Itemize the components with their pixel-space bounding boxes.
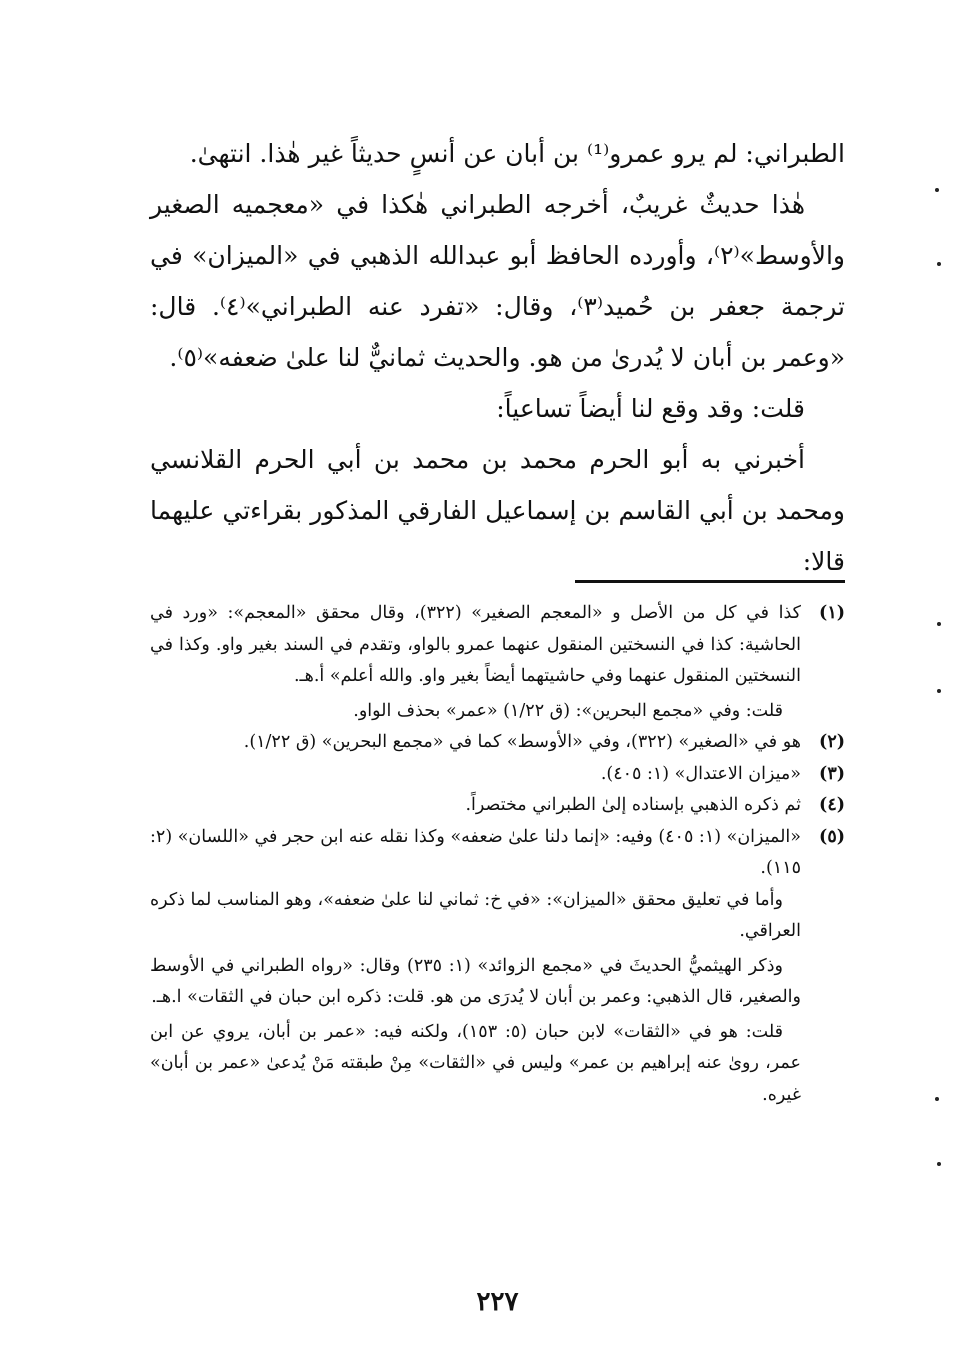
- footnote-text: قلت: وفي «مجمع البحرين»: (ق ١/٢٢) «عمر» بحذف الواو.: [353, 700, 783, 721]
- paragraph-note: قلت: وقد وقع لنا أيضاً تساعياً:: [496, 394, 805, 423]
- footnote-text: هو في «الصغير» (٣٢٢)، وفي «الأوسط» كما في «مجمع البحرين» (ق ١/٢٢).: [243, 732, 801, 752]
- footnote-text: «الميزان» (١: ٤٠٥) وفيه: «إنما دلنا علىٰ ضعفه» وكذا نقله عنه ابن حجر في «اللسان» (٢: ١١٥).: [150, 826, 801, 878]
- footnote-1: [150, 598, 845, 727]
- scan-speck: [935, 188, 939, 192]
- footnote-separator: [575, 580, 845, 583]
- footnote-text: وأما في تعليق محقق «الميزان»: «في خ: ثماني لنا علىٰ ضعفه»، وهو المناسب لما ذكره العراقي.: [150, 889, 801, 941]
- footnote-number: (٥): [819, 826, 845, 847]
- footnote-number: (٣): [819, 763, 845, 784]
- footnote-text: كذا في كل من الأصل و «المعجم الصغير» (٣٢٢)، وقال محقق «المعجم»: «ورد في الحاشية: كذا في النسختين المنقول عنهما عمرو بالواو، وتقدم في السند بغير واو. وكذا في النسختين المنقول عنهما وفي حاشيتهما أيضاً بغير واو. والله أعلم» أ.هـ.: [150, 603, 801, 686]
- paragraph-hadith-commentary: هٰذا حديثٌ غريبٌ، أخرجه الطبراني هٰكذا في «معجميه الصغير والأوسط»⁽٢⁾، وأورده الحافظ أبو عبدالله الذهبي في «الميزان» في ترجمة جعفر بن حُميد⁽٣⁾، وقال: «تفرد عنه الطبراني»⁽٤⁾. قال: «وعمر بن أبان لا يُدرىٰ من هو. والحديث ثمانيٌّ لنا علىٰ ضعفه»⁽٥⁾.: [150, 190, 845, 372]
- main-text: [150, 128, 845, 587]
- paragraph-continuation: الطبراني: لم يرو عمرو⁽¹⁾ بن أبان عن أنسٍ حديثاً غير هٰذا. انتهىٰ.: [189, 139, 845, 168]
- footnote-number: (١): [819, 603, 845, 623]
- footnote-text: قلت: هو في «الثقات» لابن حبان (٥: ١٥٣)، ولكنه فيه: «عمر بن أبان، يروي عن ابن عمر، روىٰ عنه إبراهيم بن عمر» وليس في «الثقات» مِنْ طبقته مَنْ يُدعىٰ «عمر بن أبان» غيره.: [150, 1021, 801, 1105]
- footnote-number: (٤): [819, 795, 845, 815]
- scan-speck: [937, 1162, 941, 1166]
- page-number: ٢٢٧: [476, 1287, 519, 1317]
- footnote-text: «ميزان الاعتدال» (١: ٤٠٥).: [600, 763, 801, 784]
- scan-speck: [937, 262, 941, 266]
- footnote-5: [150, 822, 845, 1112]
- footnote-2: [150, 727, 845, 759]
- scan-speck: [937, 622, 941, 626]
- footnote-text: وذكر الهيثميُّ الحديثَ في «مجمع الزوائد» (١: ٢٣٥) وقال: «رواه الطبراني في الأوسط والصغير، قال الذهبي: وعمر بن أبان لا يُدرَى من هو. قلت: ذكره ابن حبان في الثقات» ا.هـ.: [150, 955, 801, 1007]
- scan-speck: [935, 1097, 939, 1101]
- footnote-number: (٢): [819, 732, 845, 752]
- footnote-4: [150, 790, 845, 822]
- footnotes: [150, 598, 845, 1111]
- paragraph-isnad: أخبرني به أبو الحرم محمد بن محمد بن أبي الحرم القلانسي ومحمد بن أبي القاسم بن إسماعيل الفارقي المذكور بقراءتي عليهما قالا:: [150, 445, 845, 576]
- scan-speck: [937, 689, 941, 693]
- footnote-3: [150, 759, 845, 791]
- footnote-text: ثم ذكره الذهبي بإسناده إلىٰ الطبراني مختصراً.: [465, 795, 801, 815]
- book-page: [150, 0, 845, 1372]
